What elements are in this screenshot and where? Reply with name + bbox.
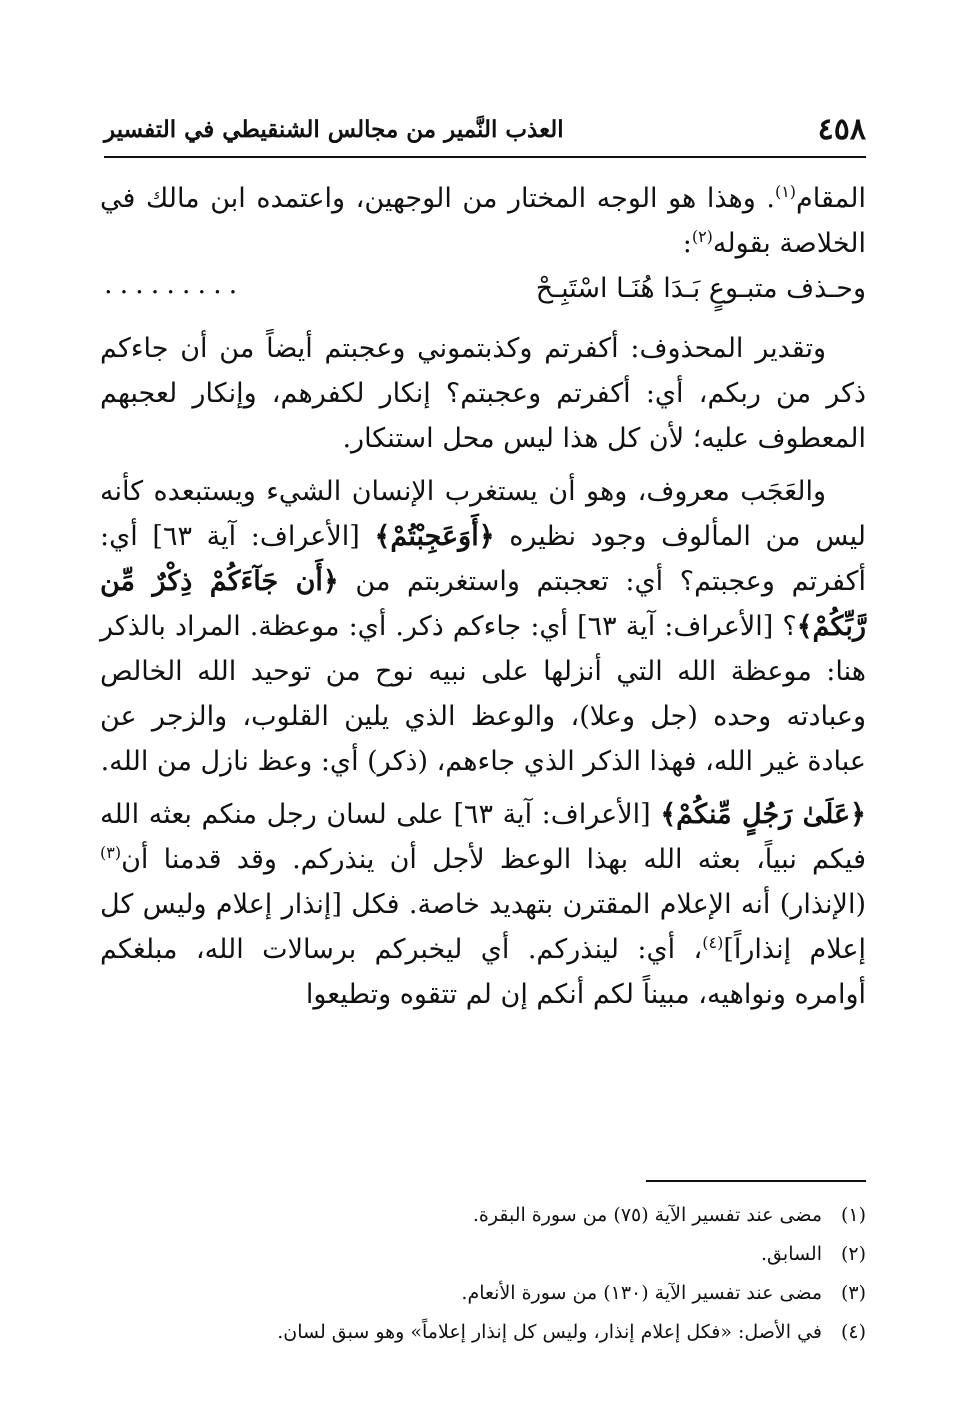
main-text [100, 176, 866, 1017]
footnote [100, 1235, 866, 1274]
poetry-verse [100, 266, 866, 318]
paragraph-4-part-3: ، أي: لينذركم. أي ليخبركم برسالات الله، مبلغكم أوامره ونواهيه، مبيناً لكم أنكم إن لم تتقوه وتطيعوا [100, 934, 866, 1010]
footnote [100, 1313, 866, 1352]
footnote-number: (٤) [840, 1321, 866, 1343]
paragraph-3 [100, 469, 866, 784]
quran-quote-2: ﴿أَن جَآءَكُمْ ذِكْرٌ مِّن رَّبِّكُمْ﴾ [100, 566, 866, 642]
footnote-number: (١) [840, 1204, 866, 1226]
footnote-text: السابق. [761, 1243, 822, 1265]
paragraph-3-part-3: ؟ [الأعراف: آية ٦٣] أي: جاءكم ذكر. أي: موعظة. المراد بالذكر هنا: موعظة الله التي أنزلها على نبيه نوح من توحيد الله الخالص وعبادته وحده (جل وعلا)، والوعظ الذي يلين القلوب، والزجر عن عبادة غير الله، فهذا الذكر الذي جاءهم، (ذكر) أي: وعظ نازل من الله. [100, 611, 866, 777]
footnote-text: مضى عند تفسير الآية (١٣٠) من سورة الأنعام. [461, 1282, 822, 1304]
paragraph-4 [100, 792, 866, 1017]
paragraph-3-part-2: [الأعراف: آية ٦٣] أي: أكفرتم وعجبتم؟ أي: تعجبتم واستغربتم من [100, 521, 866, 597]
paragraph-3-part-1: والعَجَب معروف، وهو أن يستغرب الإنسان الشيء ويستبعده كأنه ليس من المألوف وجود نظيره [100, 476, 866, 552]
paragraph-2: وتقدير المحذوف: أكفرتم وكذبتموني وعجبتم أيضاً من أن جاءكم ذكر من ربكم، أي: أكفرتم وعجبتم؟ إنكار لكفرهم، وإنكار لعجبهم المعطوف عليه؛ لأن كل هذا ليس محل استنكار. [100, 333, 866, 454]
quran-quote-3: ﴿عَلَىٰ رَجُلٍ مِّنكُمْ﴾ [660, 799, 866, 830]
footnote [100, 1196, 866, 1235]
footnotes [100, 1196, 866, 1352]
paragraph-1-part-1: المقام [796, 183, 866, 214]
header-rule [104, 156, 866, 158]
quran-quote-1: ﴿أَوَعَجِبْتُمْ﴾ [374, 521, 495, 552]
footnote-ref-2: (٢) [691, 227, 713, 246]
footnote-rule [646, 1180, 866, 1182]
footnote-text: في الأصل: «فكل إعلام إنذار، وليس كل إنذار إعلاماً» وهو سبق لسان. [277, 1321, 822, 1343]
paragraph-1-part-3: : [682, 228, 692, 259]
footnote-text: مضى عند تفسير الآية (٧٥) من سورة البقرة. [472, 1204, 822, 1226]
paragraph-1-part-2: . وهذا هو الوجه المختار من الوجهين، واعتمده ابن مالك في الخلاصة بقوله [100, 183, 866, 259]
paragraph-1 [100, 176, 866, 266]
running-title: العذب النَّمير من مجالس الشنقيطي في التفسير [104, 116, 564, 143]
verse-hemistich: وحـذف متبـوعٍ بَـدَا هُنَـا اسْتَبِـحْ [535, 273, 866, 304]
paragraph-4-part-2: (الإنذار) أنه الإعلام المقترن بتهديد خاصة. فكل [إنذار إعلام وليس كل إعلام إنذاراً] [100, 889, 866, 965]
footnote-number: (٢) [840, 1243, 866, 1265]
page-number: ٤٥٨ [817, 112, 866, 147]
page-header [104, 112, 866, 152]
verse-ellipsis: ......... [104, 269, 245, 300]
paragraph-4-part-1: [الأعراف: آية ٦٣] على لسان رجل منكم بعثه الله فيكم نبياً، بعثه الله بهذا الوعظ لأجل أن ينذركم. وقد قدمنا أن [100, 799, 866, 875]
footnote-number: (٣) [840, 1282, 866, 1304]
footnote-ref-3: (٣) [100, 843, 122, 862]
footnote-ref-4: (٤) [702, 933, 724, 952]
footnote-ref-1: (١) [774, 182, 797, 201]
footnote [100, 1274, 866, 1313]
